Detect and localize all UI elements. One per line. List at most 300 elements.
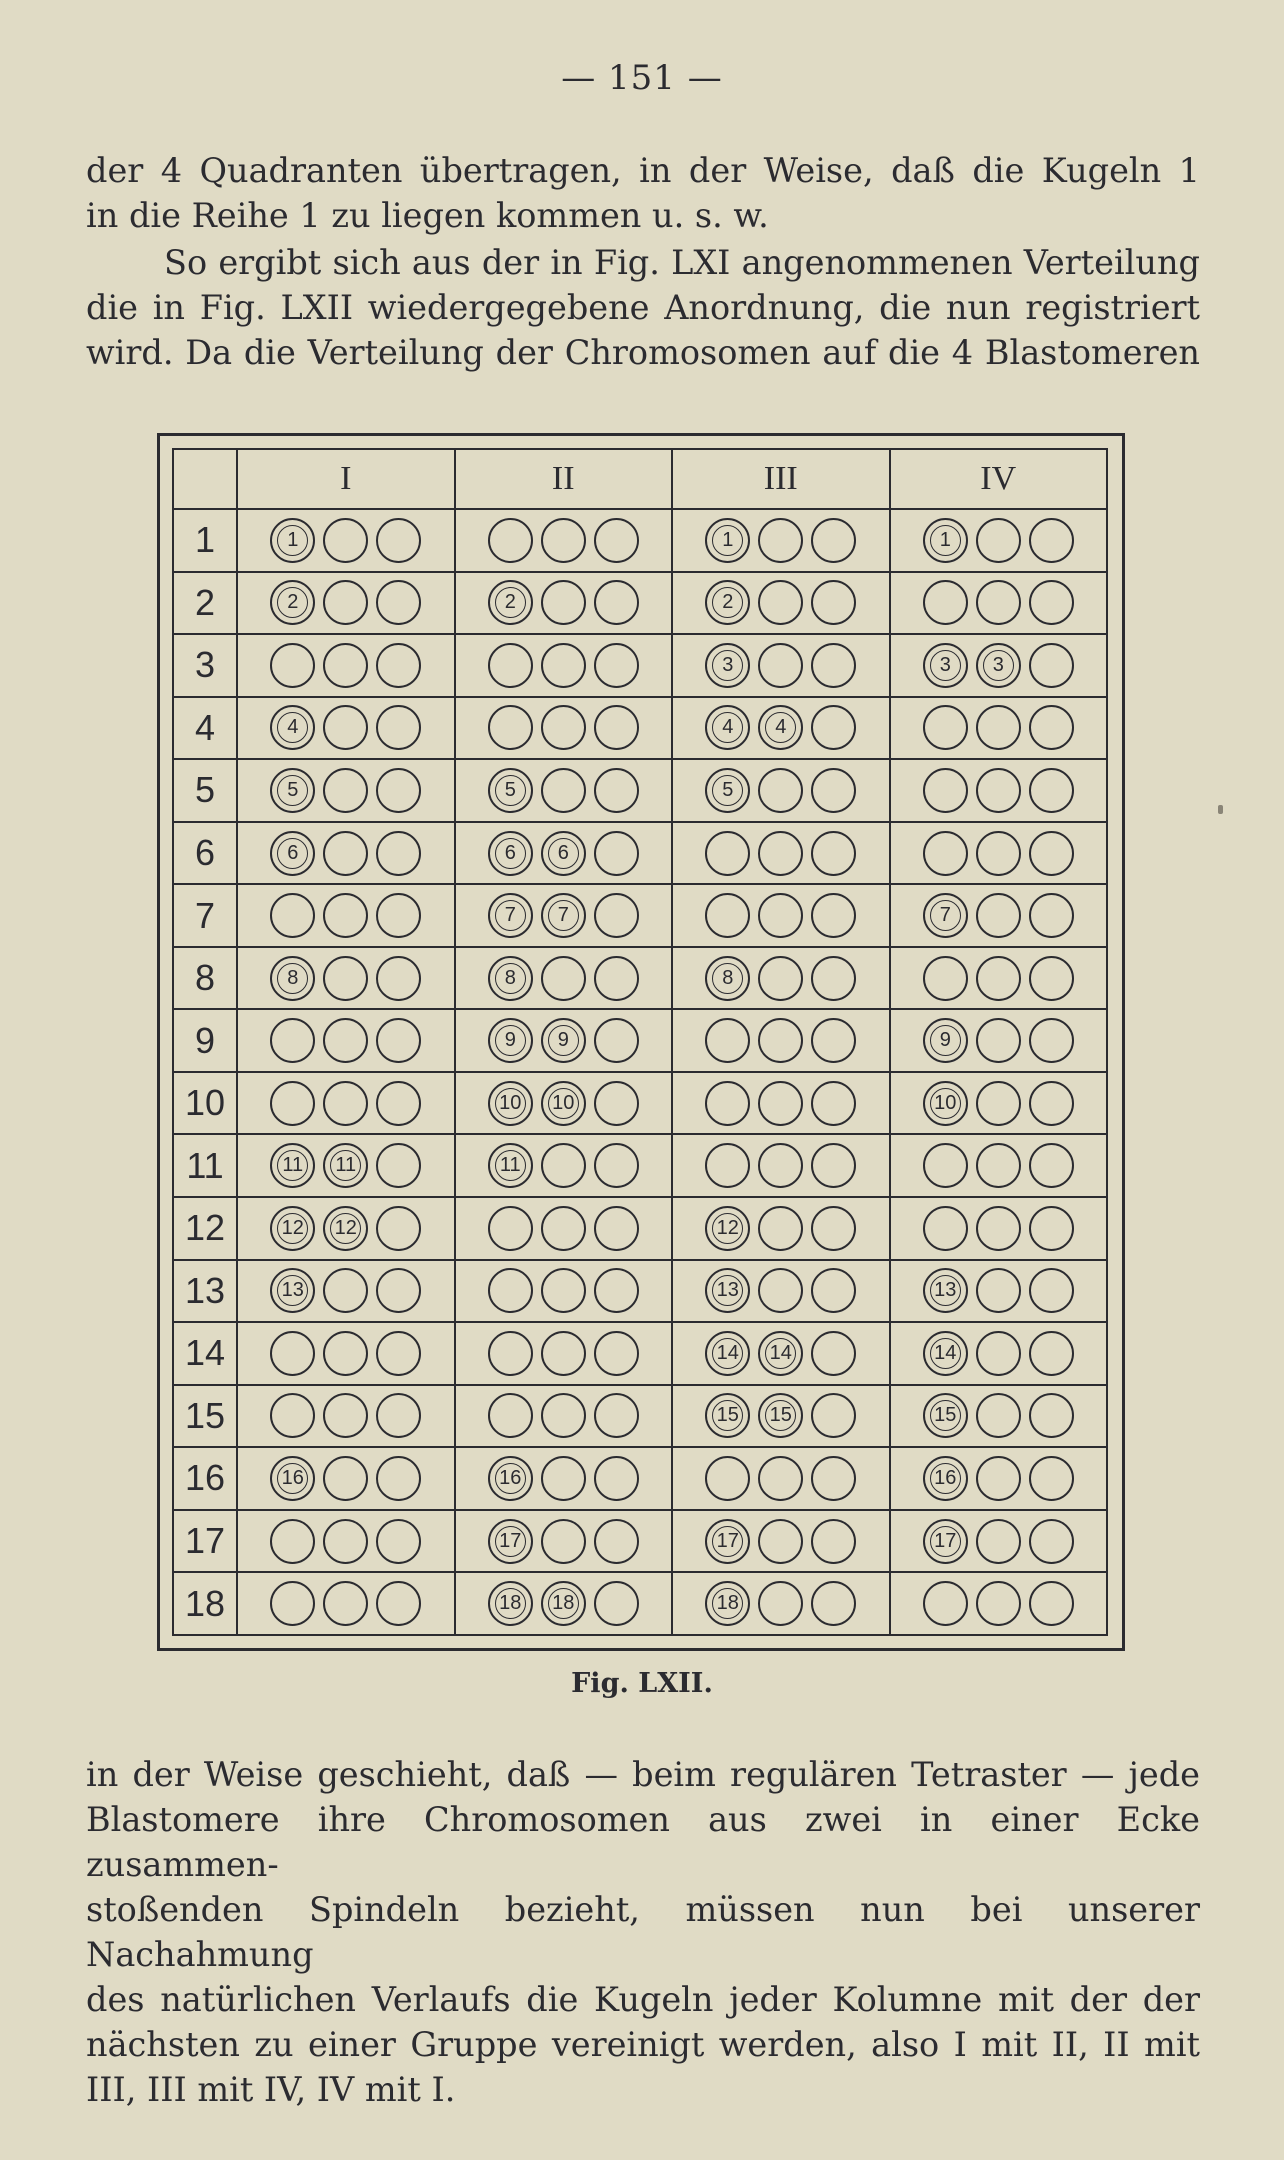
empty-sphere — [705, 1018, 750, 1063]
empty-sphere — [323, 956, 368, 1001]
numbered-sphere: 1 — [270, 518, 315, 563]
quadrant-cell — [237, 1260, 455, 1323]
row-number: 1 — [173, 509, 237, 572]
row-number: 6 — [173, 822, 237, 885]
empty-sphere — [376, 643, 421, 688]
empty-sphere — [811, 1519, 856, 1564]
empty-sphere — [376, 893, 421, 938]
empty-sphere — [376, 831, 421, 876]
quadrant-cell — [890, 822, 1108, 885]
quadrant-cell — [890, 1009, 1108, 1072]
empty-sphere — [376, 1331, 421, 1376]
empty-sphere — [705, 831, 750, 876]
empty-sphere — [811, 1206, 856, 1251]
quadrant-cell — [237, 1072, 455, 1135]
numbered-sphere: 12 — [705, 1206, 750, 1251]
quadrant-cell — [455, 1134, 673, 1197]
empty-sphere — [923, 1581, 968, 1626]
numbered-sphere: 1 — [923, 518, 968, 563]
empty-sphere — [811, 1456, 856, 1501]
empty-sphere — [541, 1393, 586, 1438]
numbered-sphere: 9 — [541, 1018, 586, 1063]
empty-sphere — [1029, 956, 1074, 1001]
empty-sphere — [541, 705, 586, 750]
empty-sphere — [1029, 643, 1074, 688]
quadrant-cell — [672, 759, 890, 822]
empty-sphere — [923, 580, 968, 625]
quadrant-cell — [237, 1322, 455, 1385]
numbered-sphere: 6 — [541, 831, 586, 876]
empty-sphere — [758, 643, 803, 688]
empty-sphere — [758, 1456, 803, 1501]
empty-sphere — [758, 580, 803, 625]
empty-sphere — [376, 956, 421, 1001]
empty-sphere — [976, 705, 1021, 750]
empty-sphere — [923, 705, 968, 750]
quadrant-cell — [890, 1260, 1108, 1323]
empty-sphere — [1029, 1393, 1074, 1438]
quadrant-cell — [890, 572, 1108, 635]
empty-sphere — [811, 580, 856, 625]
numbered-sphere: 9 — [488, 1018, 533, 1063]
empty-sphere — [594, 831, 639, 876]
numbered-sphere: 7 — [541, 893, 586, 938]
numbered-sphere: 15 — [705, 1393, 750, 1438]
empty-sphere — [488, 1206, 533, 1251]
empty-sphere — [976, 1268, 1021, 1313]
empty-sphere — [1029, 1206, 1074, 1251]
quadrant-cell — [455, 634, 673, 697]
numbered-sphere: 10 — [541, 1081, 586, 1126]
numbered-sphere: 18 — [541, 1581, 586, 1626]
empty-sphere — [270, 1018, 315, 1063]
empty-sphere — [541, 1206, 586, 1251]
text-line: in der Weise geschieht, daß — beim regulären Tetraster — jede — [86, 1755, 1200, 1794]
empty-sphere — [811, 1268, 856, 1313]
numbered-sphere: 16 — [923, 1456, 968, 1501]
text-line: nächsten zu einer Gruppe vereinigt werden, also I mit II, II mit — [86, 2025, 1200, 2064]
empty-sphere — [976, 831, 1021, 876]
figure-caption: Fig. LXII. — [571, 1668, 713, 1699]
row-number: 11 — [173, 1134, 237, 1197]
table-row — [173, 1134, 1107, 1197]
numbered-sphere: 3 — [923, 643, 968, 688]
numbered-sphere: 5 — [705, 768, 750, 813]
table-row — [173, 634, 1107, 697]
quadrant-cell — [455, 1322, 673, 1385]
empty-sphere — [811, 1081, 856, 1126]
empty-sphere — [488, 1268, 533, 1313]
empty-sphere — [323, 893, 368, 938]
numbered-sphere: 10 — [488, 1081, 533, 1126]
quadrant-cell — [890, 1447, 1108, 1510]
empty-sphere — [270, 893, 315, 938]
empty-sphere — [1029, 1081, 1074, 1126]
empty-sphere — [488, 705, 533, 750]
empty-sphere — [923, 956, 968, 1001]
empty-sphere — [270, 1081, 315, 1126]
quadrant-cell — [455, 697, 673, 760]
chromosome-distribution-table — [172, 448, 1108, 1636]
quadrant-cell — [455, 759, 673, 822]
empty-sphere — [1029, 831, 1074, 876]
row-number: 7 — [173, 884, 237, 947]
empty-sphere — [758, 1081, 803, 1126]
empty-sphere — [594, 1456, 639, 1501]
numbered-sphere: 8 — [488, 956, 533, 1001]
numbered-sphere: 12 — [270, 1206, 315, 1251]
numbered-sphere: 3 — [705, 643, 750, 688]
empty-sphere — [976, 1206, 1021, 1251]
empty-sphere — [323, 1018, 368, 1063]
empty-sphere — [758, 1581, 803, 1626]
empty-sphere — [594, 1268, 639, 1313]
text-line: stoßenden Spindeln bezieht, müssen nun bei unserer Nachahmung — [86, 1890, 1200, 1974]
empty-sphere — [376, 1393, 421, 1438]
empty-sphere — [541, 1519, 586, 1564]
empty-sphere — [705, 1143, 750, 1188]
empty-sphere — [541, 1331, 586, 1376]
quadrant-cell — [237, 1510, 455, 1573]
table-row — [173, 1510, 1107, 1573]
quadrant-cell — [455, 509, 673, 572]
empty-sphere — [976, 1018, 1021, 1063]
paper-speck — [1218, 805, 1223, 814]
numbered-sphere: 3 — [976, 643, 1021, 688]
numbered-sphere: 13 — [923, 1268, 968, 1313]
quadrant-cell — [237, 1197, 455, 1260]
empty-sphere — [758, 1143, 803, 1188]
empty-sphere — [811, 518, 856, 563]
quadrant-cell — [890, 759, 1108, 822]
empty-sphere — [594, 893, 639, 938]
empty-sphere — [758, 768, 803, 813]
quadrant-cell — [890, 1385, 1108, 1448]
empty-sphere — [923, 831, 968, 876]
empty-sphere — [923, 1206, 968, 1251]
numbered-sphere: 8 — [270, 956, 315, 1001]
text-line: in die Reihe 1 zu liegen kommen u. s. w. — [86, 196, 769, 235]
table-row — [173, 1385, 1107, 1448]
empty-sphere — [270, 643, 315, 688]
empty-sphere — [594, 768, 639, 813]
quadrant-cell — [455, 884, 673, 947]
empty-sphere — [976, 1519, 1021, 1564]
numbered-sphere: 14 — [923, 1331, 968, 1376]
empty-sphere — [1029, 1143, 1074, 1188]
empty-sphere — [705, 1081, 750, 1126]
empty-sphere — [270, 1331, 315, 1376]
empty-sphere — [594, 1143, 639, 1188]
empty-sphere — [811, 1143, 856, 1188]
empty-sphere — [541, 518, 586, 563]
text-line: Blastomere ihre Chromosomen aus zwei in einer Ecke zusammen- — [86, 1800, 1200, 1884]
empty-sphere — [758, 518, 803, 563]
numbered-sphere: 6 — [488, 831, 533, 876]
numbered-sphere: 7 — [923, 893, 968, 938]
empty-sphere — [594, 956, 639, 1001]
row-number: 17 — [173, 1510, 237, 1573]
empty-sphere — [1029, 518, 1074, 563]
empty-sphere — [323, 643, 368, 688]
empty-sphere — [488, 1331, 533, 1376]
table-row — [173, 1260, 1107, 1323]
numbered-sphere: 9 — [923, 1018, 968, 1063]
numbered-sphere: 16 — [270, 1456, 315, 1501]
row-number: 13 — [173, 1260, 237, 1323]
empty-sphere — [976, 1081, 1021, 1126]
row-number: 5 — [173, 759, 237, 822]
numbered-sphere: 11 — [323, 1143, 368, 1188]
empty-sphere — [376, 768, 421, 813]
column-header: I — [237, 449, 455, 509]
empty-sphere — [923, 1143, 968, 1188]
row-number: 14 — [173, 1322, 237, 1385]
empty-sphere — [594, 1206, 639, 1251]
empty-sphere — [323, 1456, 368, 1501]
empty-sphere — [758, 893, 803, 938]
empty-sphere — [541, 768, 586, 813]
empty-sphere — [594, 518, 639, 563]
numbered-sphere: 17 — [923, 1519, 968, 1564]
empty-sphere — [541, 1143, 586, 1188]
empty-sphere — [976, 518, 1021, 563]
table-row — [173, 572, 1107, 635]
empty-sphere — [1029, 580, 1074, 625]
empty-sphere — [1029, 705, 1074, 750]
row-number: 4 — [173, 697, 237, 760]
empty-sphere — [541, 1456, 586, 1501]
quadrant-cell — [455, 1385, 673, 1448]
empty-sphere — [541, 580, 586, 625]
empty-sphere — [976, 768, 1021, 813]
empty-sphere — [758, 1018, 803, 1063]
numbered-sphere: 7 — [488, 893, 533, 938]
row-number: 12 — [173, 1197, 237, 1260]
empty-sphere — [323, 705, 368, 750]
numbered-sphere: 13 — [705, 1268, 750, 1313]
empty-sphere — [376, 1143, 421, 1188]
quadrant-cell — [890, 509, 1108, 572]
empty-sphere — [811, 643, 856, 688]
quadrant-cell — [455, 1447, 673, 1510]
quadrant-cell — [237, 1572, 455, 1635]
column-header: II — [455, 449, 673, 509]
quadrant-cell — [455, 1260, 673, 1323]
numbered-sphere: 2 — [705, 580, 750, 625]
numbered-sphere: 16 — [488, 1456, 533, 1501]
empty-sphere — [758, 831, 803, 876]
numbered-sphere: 1 — [705, 518, 750, 563]
table-row — [173, 1447, 1107, 1510]
table-row — [173, 1197, 1107, 1260]
text-line: der 4 Quadranten übertragen, in der Weise, daß die Kugeln 1 — [86, 151, 1200, 190]
numbered-sphere: 4 — [758, 705, 803, 750]
empty-sphere — [705, 1456, 750, 1501]
empty-sphere — [758, 1519, 803, 1564]
row-number: 9 — [173, 1009, 237, 1072]
row-number: 3 — [173, 634, 237, 697]
quadrant-cell — [672, 1385, 890, 1448]
empty-sphere — [976, 956, 1021, 1001]
empty-sphere — [1029, 1519, 1074, 1564]
quadrant-cell — [890, 1072, 1108, 1135]
quadrant-cell — [672, 1510, 890, 1573]
row-number: 8 — [173, 947, 237, 1010]
paragraph-3 — [86, 1752, 1200, 2112]
quadrant-cell — [455, 1009, 673, 1072]
table-row — [173, 822, 1107, 885]
text-line: des natürlichen Verlaufs die Kugeln jeder Kolumne mit der der — [86, 1980, 1200, 2019]
empty-sphere — [758, 1268, 803, 1313]
empty-sphere — [541, 643, 586, 688]
empty-sphere — [1029, 1581, 1074, 1626]
quadrant-cell — [455, 1072, 673, 1135]
empty-sphere — [976, 1143, 1021, 1188]
quadrant-cell — [672, 1572, 890, 1635]
quadrant-cell — [237, 634, 455, 697]
table-row — [173, 697, 1107, 760]
empty-sphere — [976, 1393, 1021, 1438]
empty-sphere — [541, 956, 586, 1001]
paragraph-1 — [86, 148, 1200, 238]
table-row — [173, 1072, 1107, 1135]
empty-sphere — [323, 580, 368, 625]
quadrant-cell — [672, 509, 890, 572]
numbered-sphere: 5 — [270, 768, 315, 813]
quadrant-cell — [237, 884, 455, 947]
empty-sphere — [594, 1519, 639, 1564]
empty-sphere — [811, 705, 856, 750]
numbered-sphere: 5 — [488, 768, 533, 813]
numbered-sphere: 12 — [323, 1206, 368, 1251]
empty-sphere — [705, 893, 750, 938]
empty-sphere — [323, 1581, 368, 1626]
quadrant-cell — [237, 572, 455, 635]
empty-sphere — [376, 580, 421, 625]
empty-sphere — [376, 1581, 421, 1626]
empty-sphere — [1029, 1268, 1074, 1313]
column-header: IV — [890, 449, 1108, 509]
empty-sphere — [323, 518, 368, 563]
table-row — [173, 1009, 1107, 1072]
numbered-sphere: 14 — [705, 1331, 750, 1376]
numbered-sphere: 2 — [270, 580, 315, 625]
quadrant-cell — [237, 947, 455, 1010]
header-corner — [173, 449, 237, 509]
numbered-sphere: 18 — [488, 1581, 533, 1626]
numbered-sphere: 11 — [488, 1143, 533, 1188]
empty-sphere — [976, 1581, 1021, 1626]
quadrant-cell — [672, 822, 890, 885]
empty-sphere — [376, 1456, 421, 1501]
empty-sphere — [270, 1581, 315, 1626]
empty-sphere — [376, 1519, 421, 1564]
numbered-sphere: 15 — [923, 1393, 968, 1438]
quadrant-cell — [672, 884, 890, 947]
quadrant-cell — [672, 634, 890, 697]
quadrant-cell — [890, 697, 1108, 760]
row-number: 10 — [173, 1072, 237, 1135]
quadrant-cell — [237, 697, 455, 760]
numbered-sphere: 13 — [270, 1268, 315, 1313]
empty-sphere — [376, 1018, 421, 1063]
empty-sphere — [594, 1581, 639, 1626]
empty-sphere — [1029, 768, 1074, 813]
empty-sphere — [323, 1519, 368, 1564]
numbered-sphere: 14 — [758, 1331, 803, 1376]
table-row — [173, 1322, 1107, 1385]
empty-sphere — [323, 1331, 368, 1376]
quadrant-cell — [237, 1447, 455, 1510]
numbered-sphere: 4 — [270, 705, 315, 750]
text-line: wird. Da die Verteilung der Chromosomen auf die 4 Blastomeren — [86, 333, 1200, 372]
table-row — [173, 509, 1107, 572]
numbered-sphere: 4 — [705, 705, 750, 750]
quadrant-cell — [237, 1385, 455, 1448]
quadrant-cell — [672, 1322, 890, 1385]
empty-sphere — [1029, 1331, 1074, 1376]
empty-sphere — [923, 768, 968, 813]
page-number: — 151 — — [561, 58, 723, 98]
quadrant-cell — [455, 1572, 673, 1635]
quadrant-cell — [237, 1009, 455, 1072]
quadrant-cell — [455, 1197, 673, 1260]
empty-sphere — [594, 705, 639, 750]
quadrant-cell — [672, 947, 890, 1010]
empty-sphere — [376, 705, 421, 750]
numbered-sphere: 2 — [488, 580, 533, 625]
numbered-sphere: 17 — [705, 1519, 750, 1564]
row-number: 16 — [173, 1447, 237, 1510]
empty-sphere — [323, 1393, 368, 1438]
empty-sphere — [976, 580, 1021, 625]
figure-frame — [157, 433, 1125, 1651]
quadrant-cell — [672, 1447, 890, 1510]
empty-sphere — [758, 956, 803, 1001]
empty-sphere — [1029, 1456, 1074, 1501]
empty-sphere — [488, 1393, 533, 1438]
empty-sphere — [1029, 893, 1074, 938]
empty-sphere — [541, 1268, 586, 1313]
empty-sphere — [1029, 1018, 1074, 1063]
quadrant-cell — [237, 759, 455, 822]
empty-sphere — [488, 518, 533, 563]
numbered-sphere: 18 — [705, 1581, 750, 1626]
table-row — [173, 1572, 1107, 1635]
empty-sphere — [594, 643, 639, 688]
quadrant-cell — [455, 822, 673, 885]
quadrant-cell — [672, 1072, 890, 1135]
empty-sphere — [811, 768, 856, 813]
table-header-row — [173, 449, 1107, 509]
quadrant-cell — [672, 1197, 890, 1260]
table-row — [173, 884, 1107, 947]
quadrant-cell — [672, 1009, 890, 1072]
empty-sphere — [811, 1581, 856, 1626]
quadrant-cell — [890, 634, 1108, 697]
empty-sphere — [811, 1393, 856, 1438]
quadrant-cell — [890, 1572, 1108, 1635]
row-number: 18 — [173, 1572, 237, 1635]
quadrant-cell — [237, 1134, 455, 1197]
empty-sphere — [594, 1331, 639, 1376]
empty-sphere — [376, 1081, 421, 1126]
empty-sphere — [811, 1018, 856, 1063]
quadrant-cell — [890, 947, 1108, 1010]
quadrant-cell — [890, 1197, 1108, 1260]
numbered-sphere: 11 — [270, 1143, 315, 1188]
